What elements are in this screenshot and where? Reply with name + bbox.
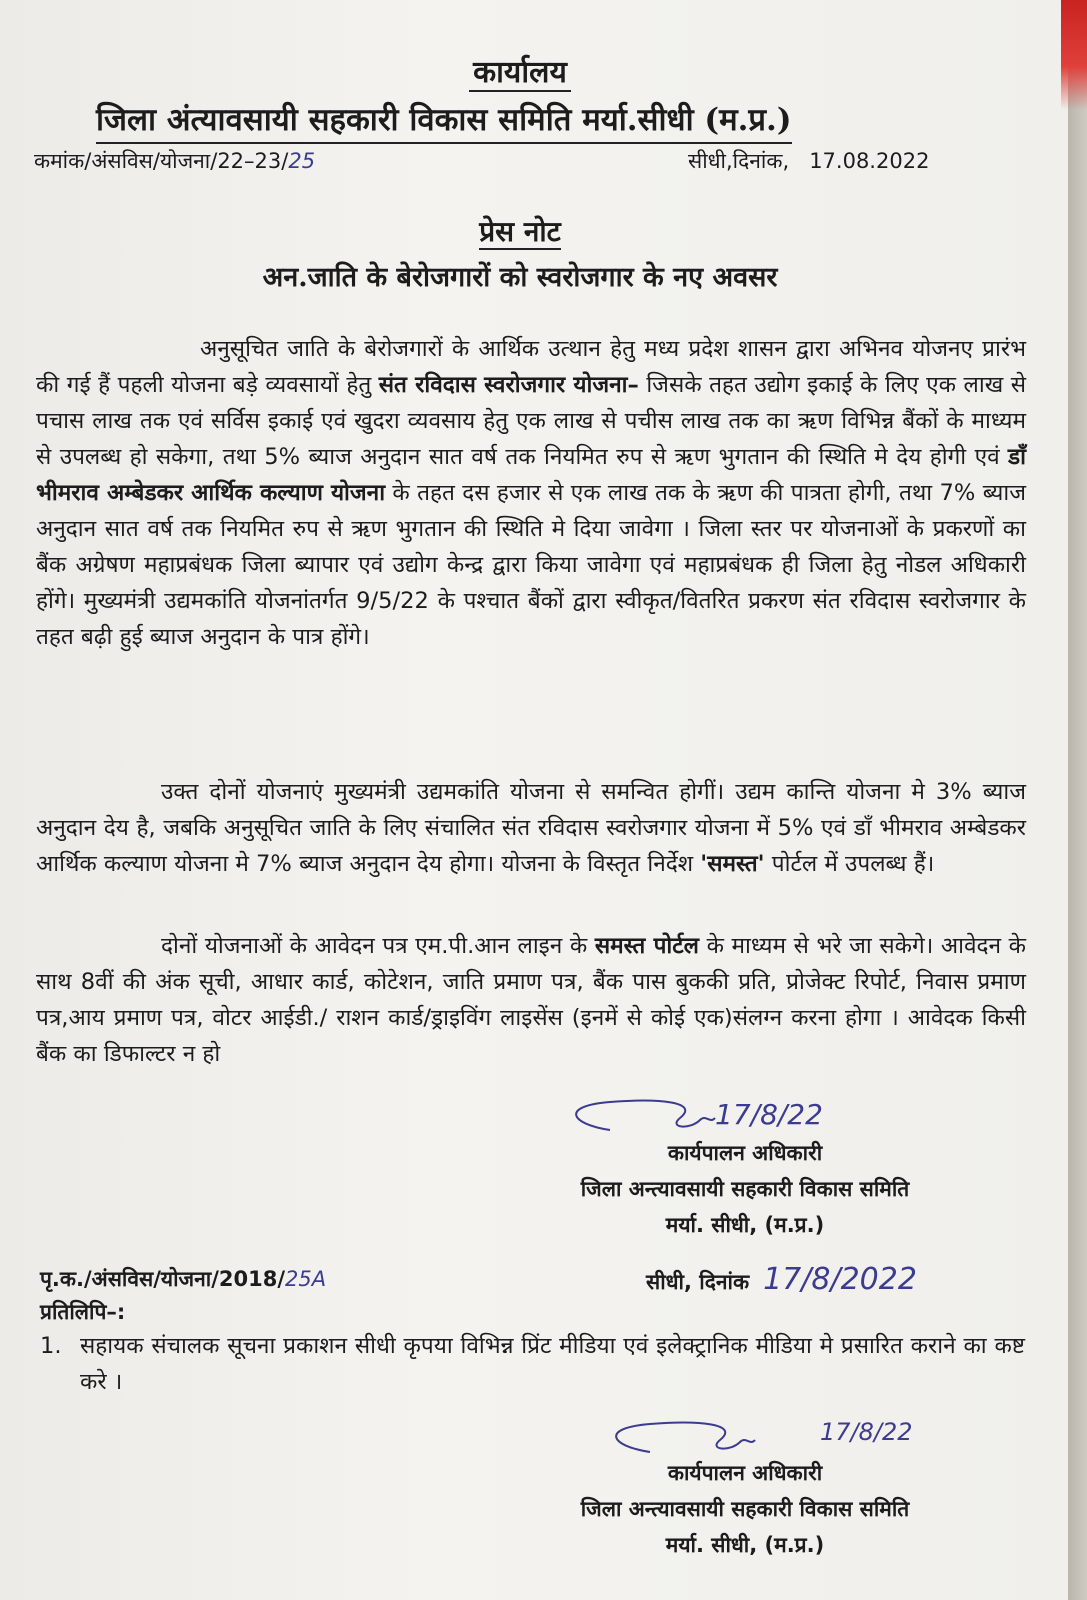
signature2-designation: कार्यपालन अधिकारी — [667, 1461, 823, 1485]
press-note-title: प्रेस नोट — [479, 215, 561, 248]
signature2-place: मर्या. सीधी, (म.प्र.) — [665, 1533, 825, 1557]
reference-number: कमांक/अंसविस/योजना/22–23/25 — [34, 149, 316, 173]
signature-block-1 — [520, 1135, 970, 1243]
organization-heading: जिला अंत्यावसायी सहकारी विकास समिति मर्या.सीधी (म.प्र.) — [96, 98, 792, 144]
paragraph-2: उक्त दोनों योजनाएं मुख्यमंत्री उद्यमकांति योजना से समन्वित होगीं। उद्यम कान्ति योजना मे 3% ब्याज अनुदान देय है, जबकि अनुसूचित जाति के लिए संचालित संत रविदास स्वरोजगार योजना में 5% एवं डॉं भीमराव अम्बेडकर आर्थिक कल्याण योजना मे 7% ब्याज अनुदान देय होगा। योजना के विस्तृत निर्देश 'समस्त' पोर्टल में उपलब्ध हैं। — [36, 779, 1026, 877]
signature-block-2 — [520, 1455, 970, 1563]
office-heading: कार्यालय — [0, 50, 1040, 91]
handwritten-ref: 25 — [288, 149, 316, 173]
signature1-place: मर्या. सीधी, (म.प्र.) — [665, 1213, 825, 1237]
signature1-org: जिला अन्त्यावसायी सहकारी विकास समिति — [580, 1177, 910, 1201]
signature1-designation: कार्यपालन अधिकारी — [667, 1141, 823, 1165]
paragraph-1: अनुसूचित जाति के बेरोजगारों के आर्थिक उत्थान हेतु मध्य प्रदेश शासन द्वारा अभिनव योजनए प्रारंभ की गई हैं पहली योजना बड़े व्यवसायों हेतु संत रविदास स्वरोजगार योजना– जिसके तहत उद्योग इकाई के लिए एक लाख से पचास लाख तक एवं सर्विस इकाई एवं खुदरा व्यवसाय हेतु एक लाख से पचीस लाख तक का ऋण विभिन्न बैंकों के माध्यम से उपलब्ध हो सकेगा, तथा 5% ब्याज अनुदान सात वर्ष तक नियमित रुप से ऋण भुगतान की स्थिति मे देय होगी एवं डॉं भीमराव अम्बेडकर आर्थिक कल्याण योजना के तहत दस हजार से एक लाख तक के ऋण की पात्रता होगी, तथा 7% ब्याज अनुदान सात वर्ष तक नियमित रुप से ऋण भुगतान की स्थिति मे दिया जावेगा । जिला स्तर पर योजनाओं के प्रकरणों का बैंक अग्रेषण महाप्रबंधक जिला ब्यापार एवं उद्योग केन्द्र द्वारा किया जावेगा एवं महाप्रबंधक ही जिला हेतु नोडल अधिकारी होंगे। मुख्यमंत्री उद्यमकांति योजनांतर्गत 9/5/22 के पश्चात बैंकों द्वारा स्वीकृत/वितरित प्रकरण संत रविदास स्वरोजगार के तहत बढ़ी हुई ब्याज अनुदान के पात्र होंगे। — [36, 336, 1026, 650]
page-edge — [1068, 0, 1087, 1600]
signature2-date: 17/8/22 — [820, 1418, 913, 1446]
copy-reference: पृ.क./अंसविस/योजना/2018/25A — [40, 1267, 327, 1291]
press-note-subtitle: अन.जाति के बेरोजगारों को स्वरोजगार के नए अवसर — [262, 262, 778, 293]
red-corner — [1061, 0, 1087, 110]
paragraph-3: दोनों योजनाओं के आवेदन पत्र एम.पी.आन लाइन के समस्त पोर्टल के माध्यम से भरे जा सकेगे। आवेदन के साथ 8वीं की अंक सूची, आधार कार्ड, कोटेशन, जाति प्रमाण पत्र, बैंक पास बुककी प्रति, प्रोजेक्ट रिपोर्ट, निवास प्रमाण पत्र,आय प्रमाण पत्र, वोटर आईडी./ राशन कार्ड/ड्राइविंग लाइसेंस (इनमें से कोई एक)संलग्न करना होगा । आवेदक किसी बैंक का डिफाल्टर न हो — [36, 933, 1026, 1067]
copy-handwritten-ref: 25A — [284, 1267, 327, 1291]
header-date: सीधी,दिनांक, 17.08.2022 — [688, 149, 930, 173]
copy-label: प्रतिलिपि–: — [40, 1300, 126, 1324]
signature2-org: जिला अन्त्यावसायी सहकारी विकास समिति — [580, 1497, 910, 1521]
copy-date: सीधी, दिनांक 17/8/2022 — [646, 1262, 917, 1297]
signature1-date: 17/8/22 — [715, 1098, 823, 1131]
copy-list-item: 1. सहायक संचालक सूचना प्रकाशन सीधी कृपया विभिन्न प्रिंट मीडिया एवं इलेक्ट्रानिक मीडिया मे प्रसारित कराने का कष्ट करे । — [40, 1333, 1025, 1395]
